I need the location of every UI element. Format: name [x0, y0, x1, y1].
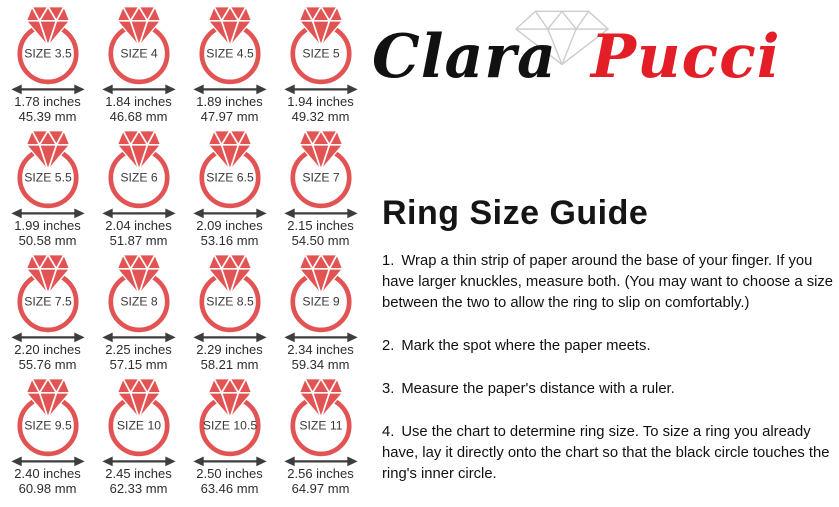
ring-size-label: SIZE 6 — [119, 170, 158, 185]
ring-size-cell — [275, 374, 366, 498]
brand-name — [372, 22, 781, 92]
measurement-inches: 2.45 inches — [105, 466, 172, 481]
measurement-mm: 63.46 mm — [200, 481, 259, 497]
measurement-inches: 1.99 inches — [14, 218, 81, 233]
instruction-text: Mark the spot where the paper meets. — [401, 338, 651, 354]
measurement-inches: 2.40 inches — [14, 466, 81, 481]
diameter-arrow-icon — [102, 209, 175, 219]
ring-with-diamond-icon — [99, 374, 179, 468]
ring-size-label: SIZE 5 — [301, 46, 340, 61]
measurement-mm: 46.68 mm — [109, 109, 168, 125]
ring-with-diamond-icon — [281, 374, 361, 468]
measurement — [196, 218, 263, 249]
ring-size-cell — [275, 250, 366, 374]
measurement-mm: 59.34 mm — [291, 357, 350, 373]
ring-with-diamond-icon — [281, 126, 361, 220]
measurement — [105, 94, 172, 125]
ring-size-cell — [275, 126, 366, 250]
ring-with-diamond-icon — [8, 374, 88, 468]
brand-word-clara: Clara — [372, 22, 557, 92]
measurement — [287, 94, 354, 125]
ring-size-label: SIZE 4 — [119, 46, 158, 61]
brand-word-pucci: Pucci — [590, 22, 781, 92]
ring-size-grid — [2, 2, 368, 498]
ring-size-cell — [184, 126, 275, 250]
measurement — [196, 94, 263, 125]
diameter-arrow-icon — [193, 209, 266, 219]
measurement-inches: 1.94 inches — [287, 94, 354, 109]
ring-size-cell — [93, 250, 184, 374]
measurement-mm: 53.16 mm — [200, 233, 259, 249]
measurement-inches: 2.15 inches — [287, 218, 354, 233]
measurement-mm: 49.32 mm — [291, 109, 350, 125]
ring-size-label: SIZE 4.5 — [205, 46, 254, 61]
brand-logo — [372, 0, 781, 108]
ring-size-cell — [184, 2, 275, 126]
measurement-mm: 62.33 mm — [109, 481, 168, 497]
ring-with-diamond-icon — [281, 2, 361, 96]
measurement-mm: 54.50 mm — [291, 233, 350, 249]
ring-size-label: SIZE 8 — [119, 294, 158, 309]
diameter-arrow-icon — [284, 209, 357, 219]
ring-size-cell — [2, 126, 93, 250]
page-title: Ring Size Guide — [382, 194, 649, 232]
diameter-arrow-icon — [11, 457, 84, 467]
ring-with-diamond-icon — [99, 2, 179, 96]
measurement — [287, 342, 354, 373]
measurement — [14, 342, 81, 373]
diameter-arrow-icon — [284, 85, 357, 95]
ring-with-diamond-icon — [8, 250, 88, 344]
ring-with-diamond-icon — [281, 250, 361, 344]
measurement — [14, 94, 81, 125]
ring-with-diamond-icon — [8, 2, 88, 96]
measurement — [105, 218, 172, 249]
ring-with-diamond-icon — [190, 126, 270, 220]
measurement — [196, 342, 263, 373]
ring-size-label: SIZE 7.5 — [23, 294, 72, 309]
ring-with-diamond-icon — [8, 126, 88, 220]
instruction-number: 4. — [382, 424, 395, 440]
measurement-mm: 64.97 mm — [291, 481, 350, 497]
measurement — [287, 218, 354, 249]
diameter-arrow-icon — [193, 333, 266, 343]
measurement-inches: 2.50 inches — [196, 466, 263, 481]
ring-size-cell — [93, 126, 184, 250]
instruction-item-3 — [382, 379, 834, 400]
ring-size-label: SIZE 8.5 — [205, 294, 254, 309]
measurement-inches: 2.09 inches — [196, 218, 263, 233]
ring-size-cell — [275, 2, 366, 126]
ring-size-label: SIZE 3.5 — [23, 46, 72, 61]
ring-size-label: SIZE 9.5 — [23, 418, 72, 433]
instruction-item-2 — [382, 336, 834, 357]
measurement-inches: 2.04 inches — [105, 218, 172, 233]
ring-with-diamond-icon — [190, 2, 270, 96]
measurement-mm: 60.98 mm — [18, 481, 77, 497]
measurement-inches: 2.20 inches — [14, 342, 81, 357]
diameter-arrow-icon — [284, 457, 357, 467]
measurement — [105, 342, 172, 373]
ring-size-label: SIZE 11 — [298, 418, 343, 433]
diameter-arrow-icon — [102, 457, 175, 467]
instruction-list — [382, 251, 834, 507]
diameter-arrow-icon — [284, 333, 357, 343]
measurement-inches: 2.34 inches — [287, 342, 354, 357]
diameter-arrow-icon — [102, 85, 175, 95]
diameter-arrow-icon — [11, 333, 84, 343]
measurement — [105, 466, 172, 497]
ring-size-cell — [2, 374, 93, 498]
ring-size-cell — [184, 374, 275, 498]
instruction-text: Measure the paper's distance with a ruler. — [401, 381, 675, 397]
ring-size-label: SIZE 10.5 — [202, 418, 257, 433]
instruction-item-4 — [382, 422, 834, 485]
measurement-mm: 58.21 mm — [200, 357, 259, 373]
measurement-mm: 57.15 mm — [109, 357, 168, 373]
measurement — [196, 466, 263, 497]
measurement-inches: 1.78 inches — [14, 94, 81, 109]
ring-size-cell — [2, 2, 93, 126]
ring-size-label: SIZE 10 — [116, 418, 161, 433]
measurement-mm: 51.87 mm — [109, 233, 168, 249]
ring-with-diamond-icon — [99, 250, 179, 344]
ring-size-label: SIZE 6.5 — [205, 170, 254, 185]
measurement-inches: 2.29 inches — [196, 342, 263, 357]
instruction-number: 2. — [382, 338, 395, 354]
instruction-text: Use the chart to determine ring size. To size a ring you already have, lay it directly onto the chart so that the black circle touches the ring's inner circle. — [382, 424, 830, 482]
diameter-arrow-icon — [102, 333, 175, 343]
measurement — [14, 218, 81, 249]
instruction-item-1 — [382, 251, 834, 314]
ring-size-label: SIZE 9 — [301, 294, 340, 309]
measurement — [14, 466, 81, 497]
measurement-inches: 1.89 inches — [196, 94, 263, 109]
instruction-number: 3. — [382, 381, 395, 397]
ring-with-diamond-icon — [190, 374, 270, 468]
measurement-inches: 1.84 inches — [105, 94, 172, 109]
diameter-arrow-icon — [11, 209, 84, 219]
measurement-mm: 45.39 mm — [18, 109, 77, 125]
ring-size-cell — [2, 250, 93, 374]
instruction-text: Wrap a thin strip of paper around the base of your finger. If you have larger knuckles, measure both. (You may want to choose a size between the two to allow the ring to slip on comfortably.) — [382, 253, 834, 311]
ring-size-cell — [184, 250, 275, 374]
measurement-inches: 2.25 inches — [105, 342, 172, 357]
ring-size-label: SIZE 5.5 — [23, 170, 72, 185]
ring-with-diamond-icon — [99, 126, 179, 220]
ring-size-label: SIZE 7 — [301, 170, 340, 185]
instruction-number: 1. — [382, 253, 395, 269]
ring-size-cell — [93, 2, 184, 126]
measurement-mm: 55.76 mm — [18, 357, 77, 373]
measurement-mm: 47.97 mm — [200, 109, 259, 125]
measurement — [287, 466, 354, 497]
measurement-inches: 2.56 inches — [287, 466, 354, 481]
measurement-mm: 50.58 mm — [18, 233, 77, 249]
diameter-arrow-icon — [193, 85, 266, 95]
ring-with-diamond-icon — [190, 250, 270, 344]
diameter-arrow-icon — [11, 85, 84, 95]
ring-size-cell — [93, 374, 184, 498]
diameter-arrow-icon — [193, 457, 266, 467]
